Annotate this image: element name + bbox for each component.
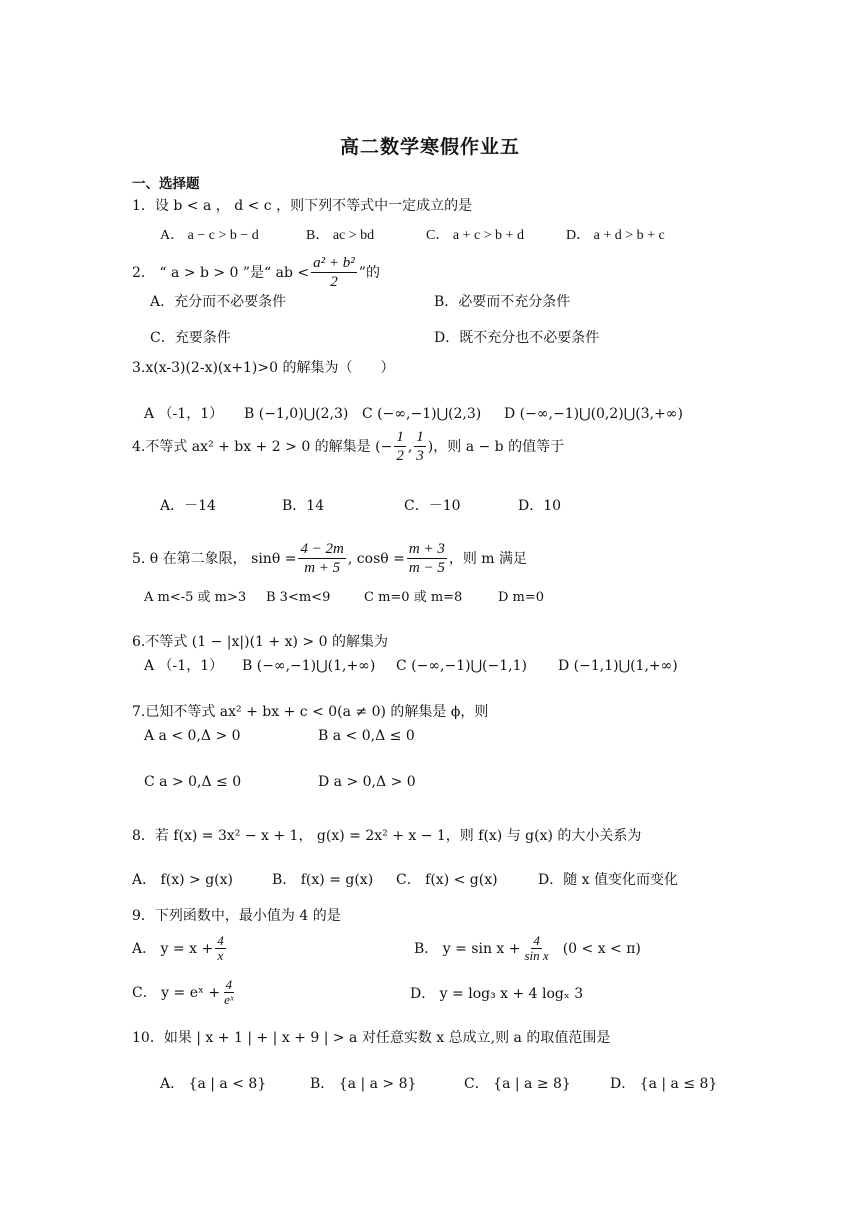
q5-option-c: C m=0 或 m=8 bbox=[364, 590, 463, 605]
q9-a-text: A． y = x + bbox=[132, 940, 214, 957]
q1-option-b: B． ac > bd bbox=[306, 228, 375, 243]
q9-c-text: C． y = eˣ + bbox=[132, 984, 221, 1001]
q10-option-d: D． {a | a ≤ 8} bbox=[610, 1076, 718, 1092]
q4-option-a: A．－14 bbox=[160, 498, 216, 514]
q2-prefix: 2． “ a > b > 0 ”是“ ab < bbox=[132, 264, 310, 281]
q9-b-text: B． y = sin x + bbox=[414, 940, 521, 957]
q4-mid: , bbox=[407, 438, 413, 455]
q3-option-c: C (−∞,−1)⋃(2,3) bbox=[362, 406, 482, 422]
q10-option-a: A． {a | a < 8} bbox=[160, 1076, 267, 1092]
q5-f2-num: m + 3 bbox=[408, 541, 445, 557]
q9-b-num: 4 bbox=[533, 933, 540, 948]
page-title: 高二数学寒假作业五 bbox=[339, 136, 520, 158]
q9-a-num: 4 bbox=[217, 933, 224, 948]
q4-fraction-1 bbox=[394, 428, 406, 465]
q6-option-d: D (−1,1)⋃(1,+∞) bbox=[558, 658, 678, 674]
q2-option-b: B．必要而不充分条件 bbox=[434, 294, 571, 310]
q6-option-a: A （-1，1） bbox=[144, 658, 224, 674]
q4-f2-num: 1 bbox=[416, 429, 424, 445]
question-9-prompt: 9．下列函数中，最小值为 4 的是 bbox=[132, 908, 341, 924]
q8-option-a: A． f(x) > g(x) bbox=[132, 872, 233, 888]
q10-option-b: B． {a | a > 8} bbox=[310, 1076, 417, 1092]
q9-c-fraction bbox=[222, 978, 235, 1007]
q8-option-b: B． f(x) = g(x) bbox=[272, 872, 374, 888]
q4-option-d: D．10 bbox=[518, 498, 562, 514]
q5-f1-den: m + 5 bbox=[304, 560, 341, 576]
question-5-prompt bbox=[132, 540, 527, 577]
q5-f1-num: 4 − 2m bbox=[300, 541, 344, 557]
q4-suffix: )，则 a − b 的值等于 bbox=[427, 438, 565, 455]
q9-c-num: 4 bbox=[225, 977, 233, 992]
question-2-prompt bbox=[132, 254, 380, 291]
q7-option-d: D a > 0,Δ > 0 bbox=[318, 774, 416, 790]
question-8-prompt: 8．若 f(x) = 3x² − x + 1， g(x) = 2x² + x − 1，则 f(x) 与 g(x) 的大小关系为 bbox=[132, 828, 642, 844]
q7-option-c: C a > 0,Δ ≤ 0 bbox=[144, 774, 242, 790]
q9-option-d: D． y = log₃ x + 4 logₓ 3 bbox=[410, 986, 584, 1002]
q5-option-b: B 3<m<9 bbox=[266, 590, 331, 605]
q9-option-a bbox=[132, 934, 228, 963]
q9-a-den: x bbox=[217, 948, 224, 963]
q7-option-b: B a < 0,Δ ≤ 0 bbox=[318, 728, 415, 744]
q8-option-d: D．随 x 值变化而变化 bbox=[538, 872, 679, 888]
question-4-prompt bbox=[132, 428, 564, 465]
q9-b-fraction bbox=[522, 934, 550, 963]
q4-f1-den: 2 bbox=[396, 448, 404, 464]
q9-option-b bbox=[414, 934, 641, 963]
question-7-prompt: 7.已知不等式 ax² + bx + c < 0(a ≠ 0) 的解集是 ϕ，则 bbox=[132, 704, 489, 720]
q1-option-c: C． a + c > b + d bbox=[426, 228, 524, 243]
q5-fraction-1 bbox=[298, 540, 345, 577]
q5-option-d: D m=0 bbox=[498, 590, 545, 605]
q6-option-c: C (−∞,−1)⋃(−1,1) bbox=[396, 658, 527, 674]
q2-suffix: ”的 bbox=[358, 264, 380, 281]
q9-b-suffix: (0 < x < π) bbox=[562, 940, 641, 957]
section-heading: 一、选择题 bbox=[132, 176, 200, 192]
q2-fraction bbox=[311, 254, 357, 291]
q7-option-a: A a < 0,Δ > 0 bbox=[144, 728, 241, 744]
q5-prefix: 5. θ 在第二象限， sinθ = bbox=[132, 550, 297, 567]
q3-option-b: B (−1,0)⋃(2,3) bbox=[244, 406, 349, 422]
q5-fraction-2 bbox=[407, 540, 447, 577]
q4-option-c: C．－10 bbox=[404, 498, 461, 514]
q5-suffix: ，则 m 满足 bbox=[448, 550, 528, 567]
question-3-prompt: 3.x(x-3)(2-x)(x+1)>0 的解集为（ ） bbox=[132, 360, 395, 376]
q3-option-d: D (−∞,−1)⋃(0,2)⋃(3,+∞) bbox=[504, 406, 683, 422]
q2-frac-num: a² + b² bbox=[313, 255, 355, 271]
q9-a-fraction bbox=[215, 934, 226, 963]
q2-option-a: A．充分而不必要条件 bbox=[150, 294, 287, 310]
q5-option-a: A m<-5 或 m>3 bbox=[144, 590, 247, 605]
q9-c-den: eˣ bbox=[224, 992, 234, 1007]
q2-frac-den: 2 bbox=[330, 274, 338, 290]
q5-f2-den: m − 5 bbox=[408, 560, 445, 576]
q9-b-den: sin x bbox=[524, 948, 549, 963]
question-1-prompt: 1．设 b < a ， d < c ，则下列不等式中一定成立的是 bbox=[132, 198, 473, 214]
q4-f2-den: 3 bbox=[416, 448, 424, 464]
q4-f1-num: 1 bbox=[396, 429, 404, 445]
q8-option-c: C． f(x) < g(x) bbox=[396, 872, 498, 888]
q5-mid: , cosθ = bbox=[347, 550, 405, 567]
q6-option-b: B (−∞,−1)⋃(1,+∞) bbox=[242, 658, 376, 674]
q1-option-d: D． a + d > b + c bbox=[566, 228, 665, 243]
q2-option-c: C．充要条件 bbox=[150, 330, 231, 346]
q2-option-d: D．既不充分也不必要条件 bbox=[434, 330, 600, 346]
q3-option-a: A （-1，1） bbox=[144, 406, 224, 422]
q4-fraction-2 bbox=[414, 428, 426, 465]
q4-prefix: 4.不等式 ax² + bx + 2 > 0 的解集是 (− bbox=[132, 438, 393, 455]
question-6-prompt: 6.不等式 (1 − |x|)(1 + x) > 0 的解集为 bbox=[132, 634, 388, 650]
q4-option-b: B．14 bbox=[282, 498, 325, 514]
q10-option-c: C． {a | a ≥ 8} bbox=[464, 1076, 571, 1092]
q1-option-a: A． a − c > b − d bbox=[160, 228, 259, 243]
question-10-prompt: 10．如果 | x + 1 | + | x + 9 | > a 对任意实数 x 总成立,则 a 的取值范围是 bbox=[132, 1030, 611, 1046]
q9-option-c bbox=[132, 978, 238, 1007]
